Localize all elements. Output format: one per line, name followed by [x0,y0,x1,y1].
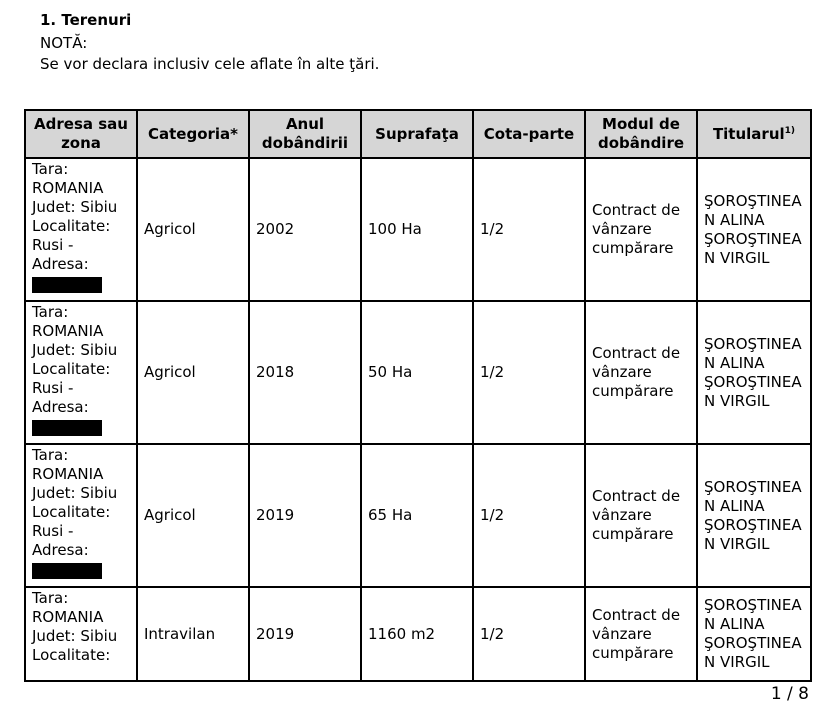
country-value: ROMANIA [32,322,104,340]
locality-value: Rusi - [32,522,74,540]
share-cell: 1/2 [473,301,585,444]
redaction-bar [32,420,102,436]
table-row [25,444,811,587]
area-cell: 100 Ha [361,158,473,301]
header-holder-label: Titularul [712,124,785,143]
redaction-bar [32,277,102,293]
table-row [25,158,811,301]
header-holder [697,110,811,158]
header-year: Anul dobândirii [249,110,361,158]
category-cell: Intravilan [137,587,249,681]
header-category: Categoria* [137,110,249,158]
address-cell [25,587,137,681]
country-value: ROMANIA [32,608,104,626]
county-value: Judet: Sibiu [32,484,118,502]
note-label: NOTĂ: [40,34,88,52]
header-share: Cota-parte [473,110,585,158]
year-cell: 2002 [249,158,361,301]
category-cell: Agricol [137,301,249,444]
county-value: Judet: Sibiu [32,198,118,216]
table-row [25,301,811,444]
year-cell: 2018 [249,301,361,444]
year-cell: 2019 [249,587,361,681]
address-cell [25,444,137,587]
table-header-row [25,110,811,158]
share-cell: 1/2 [473,158,585,301]
header-area: Suprafaţa [361,110,473,158]
holder-cell: ŞOROŞTINEA N ALINA ŞOROŞTINEA N VIRGIL [697,301,811,444]
page-number: 1 / 8 [770,684,809,704]
land-table [24,109,812,682]
county-value: Judet: Sibiu [32,627,118,645]
method-cell: Contract de vânzare cumpărare [585,301,697,444]
section-title: 1. Terenuri [40,11,132,29]
country-value: ROMANIA [32,179,104,197]
locality-label: Localitate: [32,217,111,235]
share-cell: 1/2 [473,444,585,587]
locality-label: Localitate: [32,503,111,521]
country-label: Tara: [32,303,69,321]
country-label: Tara: [32,446,69,464]
country-value: ROMANIA [32,465,104,483]
method-cell: Contract de vânzare cumpărare [585,444,697,587]
redaction-bar [32,563,102,579]
area-cell: 1160 m2 [361,587,473,681]
locality-label: Localitate: [32,646,111,664]
share-cell: 1/2 [473,587,585,681]
header-holder-footnote: 1) [784,125,796,136]
category-cell: Agricol [137,158,249,301]
locality-value: Rusi - [32,236,74,254]
holder-cell: ŞOROŞTINEA N ALINA ŞOROŞTINEA N VIRGIL [697,444,811,587]
street-label: Adresa: [32,255,89,273]
holder-cell: ŞOROŞTINEA N ALINA ŞOROŞTINEA N VIRGIL [697,587,811,681]
category-cell: Agricol [137,444,249,587]
method-cell: Contract de vânzare cumpărare [585,587,697,681]
street-label: Adresa: [32,398,89,416]
address-cell [25,158,137,301]
street-label: Adresa: [32,541,89,559]
locality-label: Localitate: [32,360,111,378]
country-label: Tara: [32,589,69,607]
locality-value: Rusi - [32,379,74,397]
method-cell: Contract de vânzare cumpărare [585,158,697,301]
holder-cell: ŞOROŞTINEA N ALINA ŞOROŞTINEA N VIRGIL [697,158,811,301]
area-cell: 50 Ha [361,301,473,444]
country-label: Tara: [32,160,69,178]
year-cell: 2019 [249,444,361,587]
area-cell: 65 Ha [361,444,473,587]
address-cell [25,301,137,444]
header-method: Modul de dobândire [585,110,697,158]
header-address: Adresa sau zona [25,110,137,158]
county-value: Judet: Sibiu [32,341,118,359]
note-text: Se vor declara inclusiv cele aflate în alte ţări. [40,55,380,73]
table-row [25,587,811,681]
